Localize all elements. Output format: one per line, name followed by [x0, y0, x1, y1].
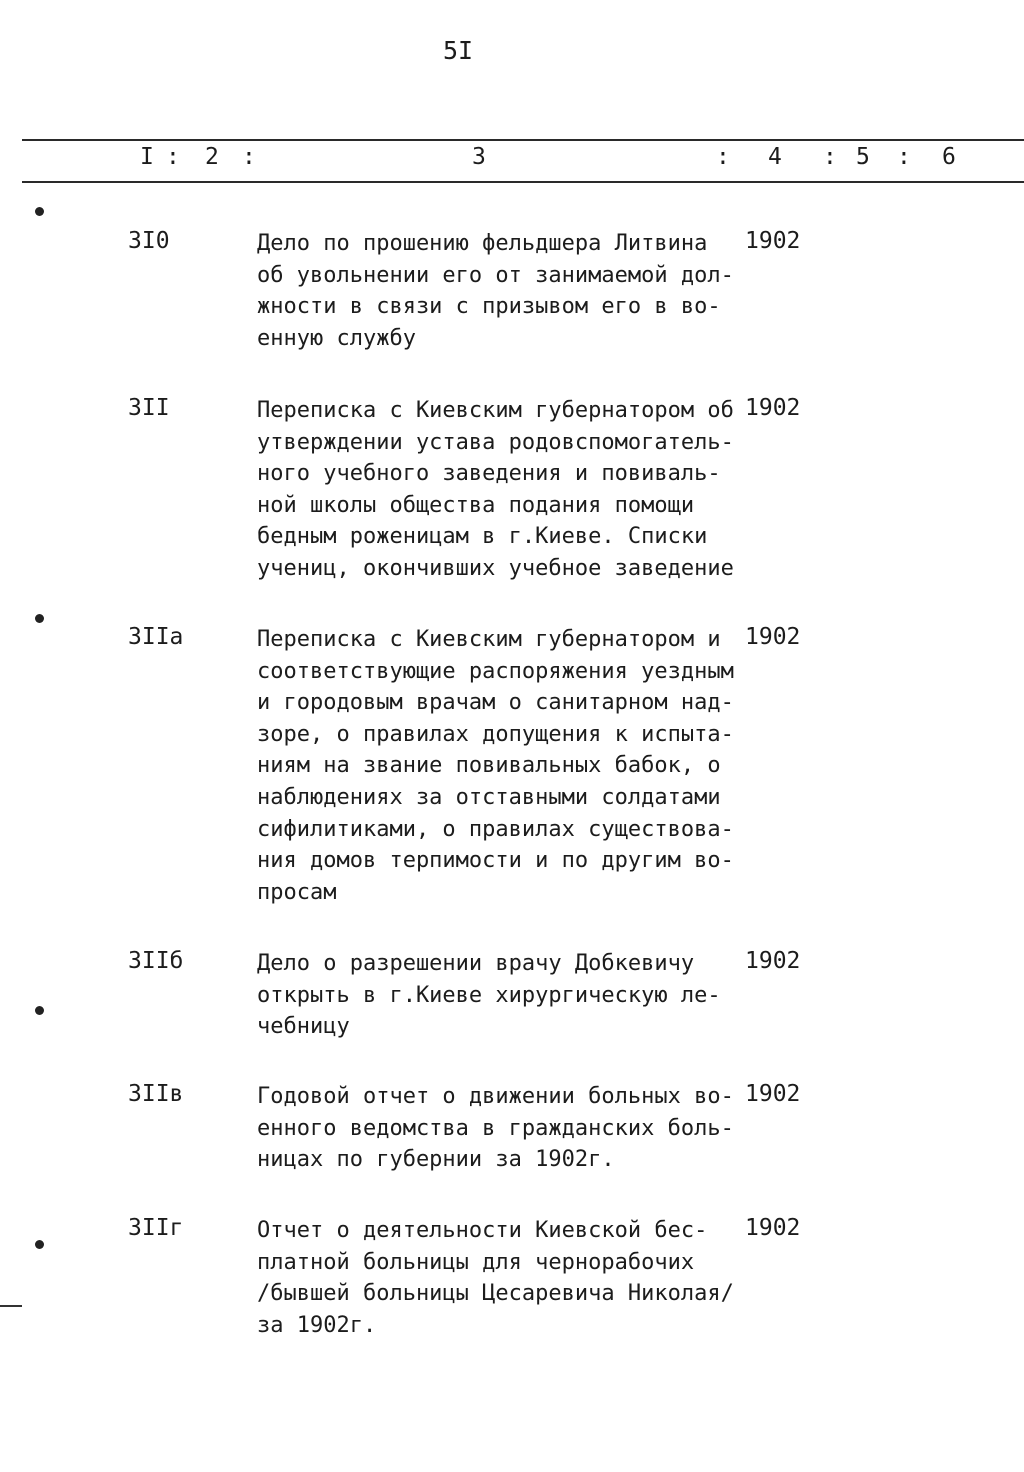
- description-line: енную службу: [257, 325, 416, 351]
- entry-number: 3IIг: [128, 1215, 184, 1241]
- description-line: утверждении устава родовспомогатель-: [257, 429, 734, 455]
- description-line: учениц, окончивших учебное заведение: [257, 555, 734, 581]
- entry-description: [257, 228, 732, 354]
- description-line: /бывшей больницы Цесаревича Николая/: [257, 1281, 734, 1307]
- column-separator: :: [897, 144, 911, 170]
- column-header-1: I: [140, 144, 154, 170]
- entry-year: 1902: [745, 1081, 801, 1107]
- entry-year: 1902: [745, 948, 801, 974]
- punch-hole: [35, 1006, 44, 1015]
- description-line: Отчет о деятельности Киевской бес-: [257, 1218, 708, 1243]
- entry-year: 1902: [745, 624, 801, 650]
- entry-number: 3IIа: [128, 624, 184, 650]
- punch-hole: [35, 1240, 44, 1249]
- entry-number: 3II: [128, 395, 170, 421]
- entry-year: 1902: [745, 228, 801, 254]
- column-separator: :: [242, 144, 256, 170]
- description-line: ного учебного заведения и повиваль-: [257, 461, 721, 487]
- description-line: за 1902г.: [257, 1312, 377, 1338]
- entry-number: 3IIв: [128, 1081, 184, 1107]
- description-line: об увольнении его от занимаемой дол-: [257, 262, 734, 288]
- description-line: ния домов терпимости и по другим во-: [257, 848, 734, 874]
- description-line: енного ведомства в гражданских боль-: [257, 1115, 734, 1141]
- description-line: Переписка с Киевским губернатором и: [257, 627, 721, 652]
- page-number: 5I: [443, 36, 474, 65]
- description-line: Годовой отчет о движении больных во-: [257, 1084, 734, 1109]
- description-line: ной школы общества подания помощи: [257, 492, 695, 518]
- description-line: наблюдениях за отставными солдатами: [257, 784, 721, 810]
- description-line: ницах по губернии за 1902г.: [257, 1147, 615, 1173]
- description-line: просам: [257, 879, 337, 905]
- entry-description: [257, 1215, 732, 1341]
- entry-number: 3I0: [128, 228, 170, 254]
- description-line: Дело о разрешении врачу Добкевичу: [257, 951, 695, 976]
- header-top-rule: [22, 139, 1024, 141]
- entry-description: [257, 624, 732, 908]
- description-line: бедным роженицам в г.Киеве. Списки: [257, 524, 708, 550]
- entry-description: [257, 1081, 732, 1176]
- column-header-5: 5: [856, 144, 870, 170]
- entry-year: 1902: [745, 395, 801, 421]
- column-separator: :: [823, 144, 837, 170]
- description-line: жности в связи с призывом его в во-: [257, 294, 721, 320]
- entry-description: [257, 948, 732, 1043]
- column-separator: :: [166, 144, 180, 170]
- column-header-6: 6: [942, 144, 956, 170]
- description-line: открыть в г.Киеве хирургическую ле-: [257, 982, 721, 1008]
- description-line: чебницу: [257, 1014, 350, 1040]
- entry-description: [257, 395, 732, 585]
- entry-number: 3IIб: [128, 948, 184, 974]
- column-separator: :: [716, 144, 730, 170]
- description-line: ниям на звание повивальных бабок, о: [257, 753, 721, 779]
- description-line: Переписка с Киевским губернатором об: [257, 398, 734, 423]
- margin-dash: [0, 1305, 22, 1307]
- description-line: соответствующие распоряжения уездным: [257, 658, 734, 684]
- header-bottom-rule: [22, 181, 1024, 183]
- description-line: сифилитиками, о правилах существова-: [257, 816, 734, 842]
- description-line: зоре, о правилах допущения к испыта-: [257, 721, 734, 747]
- column-header-4: 4: [768, 144, 782, 170]
- entry-year: 1902: [745, 1215, 801, 1241]
- punch-hole: [35, 614, 44, 623]
- description-line: и городовым врачам о санитарном над-: [257, 690, 734, 716]
- column-header-2: 2: [205, 144, 219, 170]
- description-line: платной больницы для чернорабочих: [257, 1249, 695, 1275]
- description-line: Дело по прошению фельдшера Литвина: [257, 231, 708, 256]
- punch-hole: [35, 207, 44, 216]
- column-header-3: 3: [472, 144, 486, 170]
